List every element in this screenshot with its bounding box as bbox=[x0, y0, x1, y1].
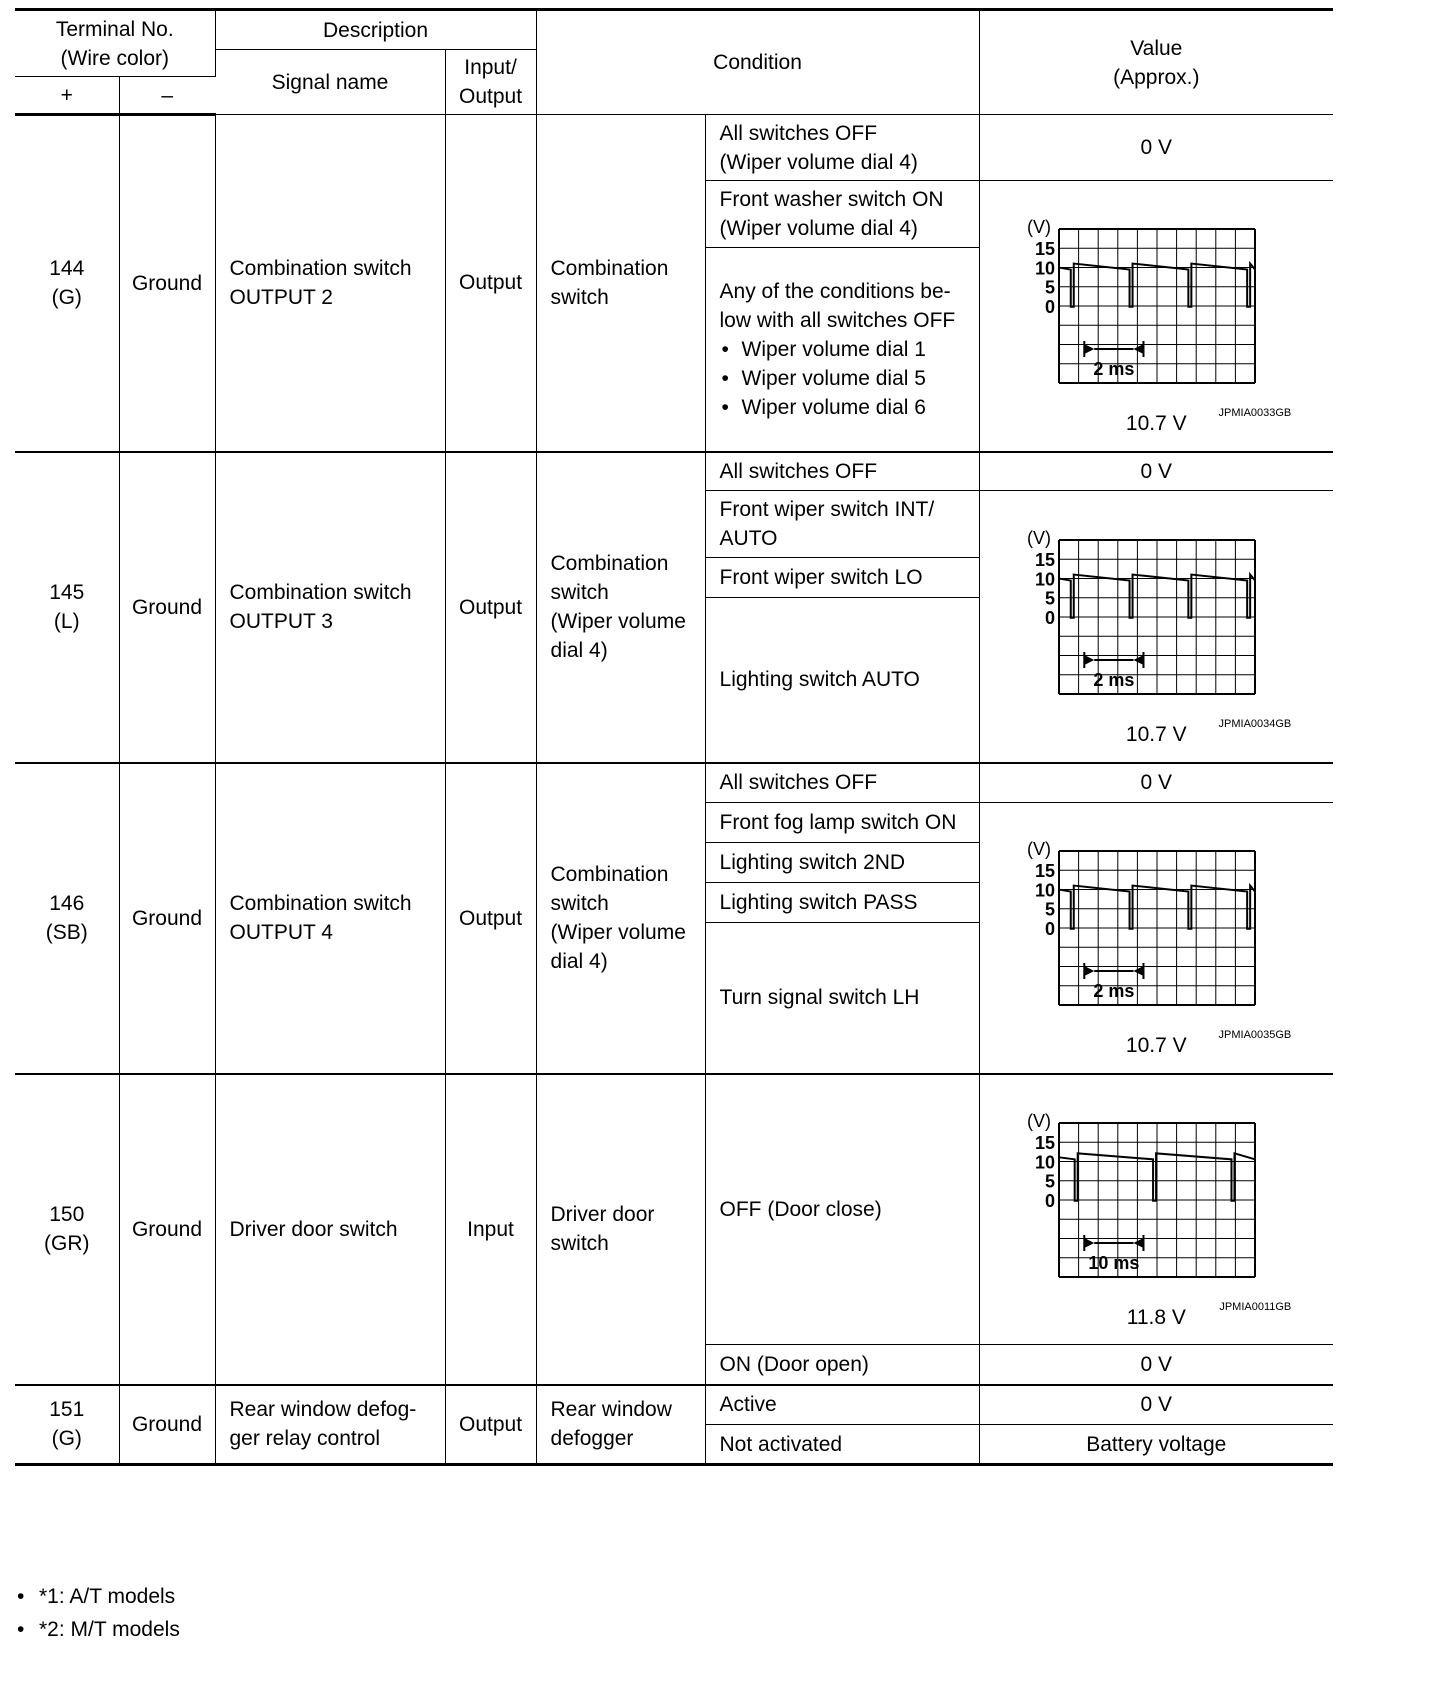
figure-code: JPMIA0034GB bbox=[1218, 717, 1292, 730]
condition-sub-cell: OFF (Door close) bbox=[705, 1074, 979, 1345]
terminal-cell: 145 (L) bbox=[15, 452, 119, 763]
terminal-cell: 144 (G) bbox=[15, 115, 119, 452]
waveform-value: 10.7 V bbox=[1125, 1034, 1187, 1058]
list-item: • Wiper volume dial 6 bbox=[720, 393, 965, 422]
ground-cell: Ground bbox=[119, 1385, 215, 1465]
io-cell: Output bbox=[445, 115, 536, 452]
waveform-value-cell bbox=[979, 491, 1333, 763]
header-condition: Condition bbox=[536, 10, 979, 115]
waveform-chart bbox=[1021, 504, 1292, 730]
header-value: Value (Approx.) bbox=[979, 10, 1333, 115]
header-signal-name: Signal name bbox=[215, 50, 445, 115]
signal-name-cell: Rear window defog- ger relay control bbox=[215, 1385, 445, 1465]
axis-tick-label: 10 bbox=[1035, 880, 1056, 901]
io-cell: Input bbox=[445, 1074, 536, 1385]
axis-tick-label: 5 bbox=[1045, 277, 1056, 298]
waveform-svg bbox=[1021, 815, 1291, 1015]
footnote: • *1: A/T models bbox=[15, 1580, 180, 1613]
axis-unit-label: (V) bbox=[1027, 527, 1052, 548]
waveform-value: 10.7 V bbox=[1125, 412, 1187, 436]
condition-main-cell: Rear window defogger bbox=[536, 1385, 705, 1465]
footnotes bbox=[15, 1580, 180, 1646]
figure-code: JPMIA0011GB bbox=[1219, 1300, 1292, 1313]
axis-tick-label: 15 bbox=[1035, 239, 1056, 260]
ground-cell: Ground bbox=[119, 1074, 215, 1385]
condition-sub-cell: All switches OFF (Wiper volume dial 4) bbox=[705, 115, 979, 181]
header-input-output: Input/ Output bbox=[445, 50, 536, 115]
axis-tick-label: 15 bbox=[1035, 861, 1056, 882]
io-cell: Output bbox=[445, 452, 536, 763]
figure-code: JPMIA0033GB bbox=[1218, 407, 1292, 420]
waveform-svg bbox=[1021, 193, 1291, 393]
io-cell: Output bbox=[445, 1385, 536, 1465]
axis-tick-label: 10 bbox=[1035, 1152, 1056, 1172]
value-cell: 0 V bbox=[979, 1385, 1333, 1425]
waveform-value: 11.8 V bbox=[1126, 1305, 1186, 1329]
condition-main-cell: Driver door switch bbox=[536, 1074, 705, 1385]
header-minus: – bbox=[119, 77, 215, 115]
signal-name-cell: Combination switch OUTPUT 2 bbox=[215, 115, 445, 452]
list-item: • Wiper volume dial 1 bbox=[720, 335, 965, 364]
waveform-value-cell bbox=[979, 803, 1333, 1074]
footnote: • *2: M/T models bbox=[15, 1613, 180, 1646]
axis-tick-label: 0 bbox=[1045, 607, 1056, 628]
value-cell: 0 V bbox=[979, 115, 1333, 181]
signal-name-cell: Combination switch OUTPUT 4 bbox=[215, 763, 445, 1074]
waveform-chart bbox=[1021, 193, 1292, 420]
condition-sub-cell: Front wiper switch INT/ AUTO bbox=[705, 491, 979, 558]
terminal-cell: 151 (G) bbox=[15, 1385, 119, 1465]
signal-name-cell: Combination switch OUTPUT 3 bbox=[215, 452, 445, 763]
terminal-cell: 146 (SB) bbox=[15, 763, 119, 1074]
axis-tick-label: 10 bbox=[1035, 258, 1056, 279]
axis-tick-label: 5 bbox=[1045, 588, 1056, 609]
list-item: • Wiper volume dial 5 bbox=[720, 364, 965, 393]
condition-sub-cell: Front washer switch ON (Wiper volume dial 4) bbox=[705, 181, 979, 248]
scale-label: 2 ms bbox=[1093, 359, 1135, 380]
condition-sub-cell: ON (Door open) bbox=[705, 1345, 979, 1385]
axis-tick-label: 15 bbox=[1035, 549, 1056, 570]
axis-tick-label: 0 bbox=[1045, 297, 1056, 317]
io-cell: Output bbox=[445, 763, 536, 1074]
header-description: Description bbox=[215, 10, 536, 50]
waveform-chart bbox=[1021, 815, 1292, 1042]
header-plus: + bbox=[15, 77, 119, 115]
axis-tick-label: 0 bbox=[1045, 1190, 1056, 1211]
scale-label: 2 ms bbox=[1093, 669, 1135, 690]
condition-sub-cell: Lighting switch AUTO bbox=[705, 598, 979, 763]
condition-sub-cell: All switches OFF bbox=[705, 452, 979, 491]
ground-cell: Ground bbox=[119, 115, 215, 452]
axis-unit-label: (V) bbox=[1027, 1110, 1052, 1131]
figure-code: JPMIA0035GB bbox=[1218, 1029, 1292, 1042]
condition-sub-cell: Lighting switch PASS bbox=[705, 883, 979, 923]
scale-label: 2 ms bbox=[1093, 981, 1135, 1002]
value-cell: 0 V bbox=[979, 1345, 1333, 1385]
header-terminal-no: Terminal No. (Wire color) bbox=[15, 10, 215, 77]
condition-sub-cell: Front wiper switch LO bbox=[705, 558, 979, 598]
condition-main-cell: Combination switch (Wiper volume dial 4) bbox=[536, 763, 705, 1074]
ground-cell: Ground bbox=[119, 763, 215, 1074]
axis-tick-label: 5 bbox=[1045, 1171, 1056, 1192]
terminal-spec-table bbox=[15, 8, 1333, 1466]
condition-sub-cell: Active bbox=[705, 1385, 979, 1425]
value-cell: 0 V bbox=[979, 452, 1333, 491]
condition-sub-cell: Lighting switch 2ND bbox=[705, 843, 979, 883]
condition-main-cell: Combination switch (Wiper volume dial 4) bbox=[536, 452, 705, 763]
scale-label: 10 ms bbox=[1088, 1252, 1140, 1273]
condition-sub-cell: Front fog lamp switch ON bbox=[705, 803, 979, 843]
waveform-svg bbox=[1021, 504, 1291, 704]
terminal-cell: 150 (GR) bbox=[15, 1074, 119, 1385]
waveform-svg bbox=[1021, 1087, 1291, 1287]
waveform-chart bbox=[1021, 1087, 1292, 1313]
axis-unit-label: (V) bbox=[1027, 839, 1052, 860]
axis-tick-label: 5 bbox=[1045, 899, 1056, 920]
waveform-value: 10.7 V bbox=[1125, 722, 1187, 746]
axis-unit-label: (V) bbox=[1027, 217, 1052, 238]
condition-sub-cell: Turn signal switch LH bbox=[705, 923, 979, 1074]
condition-main-cell: Combination switch bbox=[536, 115, 705, 452]
value-cell: 0 V bbox=[979, 763, 1333, 803]
ground-cell: Ground bbox=[119, 452, 215, 763]
waveform-trace bbox=[1059, 1153, 1255, 1200]
axis-tick-label: 0 bbox=[1045, 919, 1056, 939]
condition-sub-cell: Not activated bbox=[705, 1425, 979, 1465]
axis-tick-label: 10 bbox=[1035, 569, 1056, 589]
condition-sub-cell: Any of the conditions be- low with all switches OFF • Wiper volume dial 1 • Wiper volume dial 5 • Wiper volume dial 6 bbox=[705, 248, 979, 452]
condition-bullet-list bbox=[720, 335, 965, 422]
waveform-value-cell bbox=[979, 181, 1333, 452]
condition-sub-cell: All switches OFF bbox=[705, 763, 979, 803]
axis-tick-label: 15 bbox=[1035, 1132, 1056, 1153]
signal-name-cell: Driver door switch bbox=[215, 1074, 445, 1385]
value-cell: Battery voltage bbox=[979, 1425, 1333, 1465]
waveform-value-cell bbox=[979, 1074, 1333, 1345]
